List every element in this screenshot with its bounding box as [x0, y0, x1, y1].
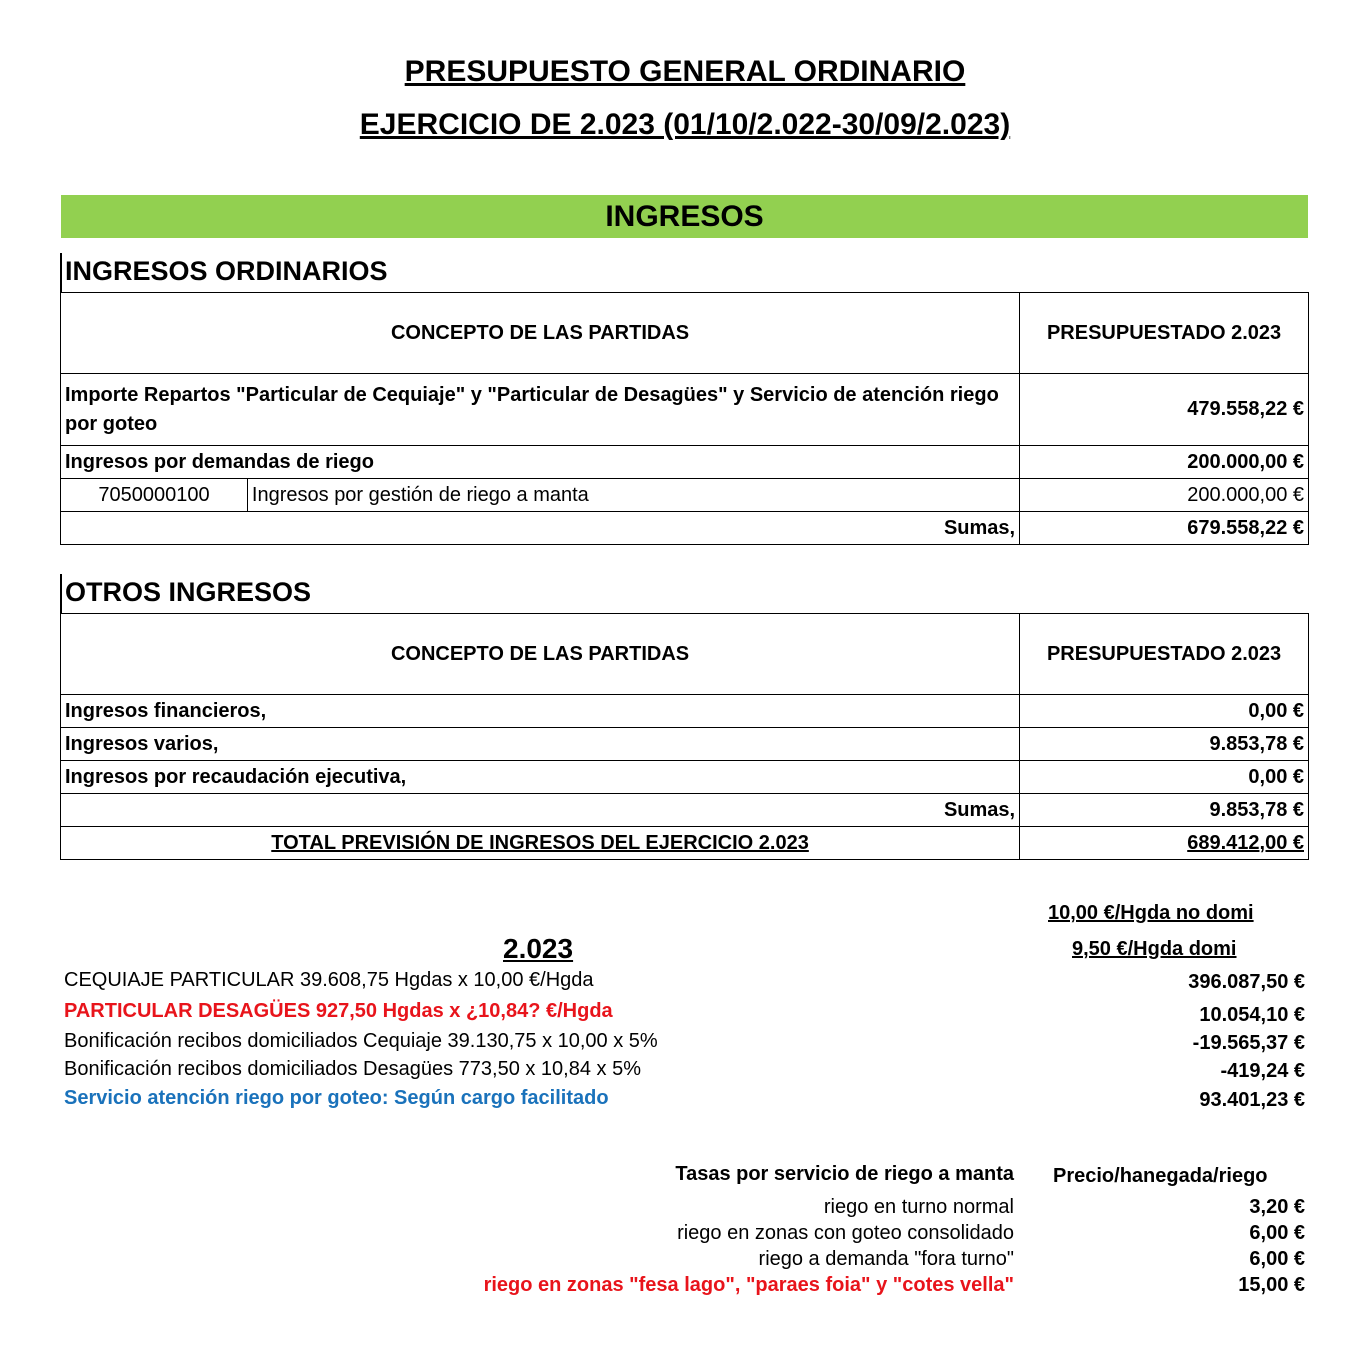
- col-budget-header: PRESUPUESTADO 2.023: [1020, 614, 1309, 695]
- tasa-label: riego a demanda "fora turno": [758, 1248, 1014, 1270]
- section-left-rule: [60, 253, 62, 292]
- sum-label: Sumas,: [61, 794, 1020, 827]
- row-manta-value: 200.000,00 €: [1020, 479, 1309, 512]
- otros-ingresos-heading: OTROS INGRESOS: [65, 577, 312, 607]
- row-repartos-label: Importe Repartos "Particular de Cequiaje" y "Particular de Desagües" y Servicio de atención riego por goteo: [61, 374, 1020, 446]
- row-value: 0,00 €: [1020, 761, 1309, 794]
- detail-line-value: 93.401,23 €: [1199, 1089, 1305, 1111]
- total-label: TOTAL PREVISIÓN DE INGRESOS DEL EJERCICIO 2.023: [61, 827, 1020, 860]
- table-header-row: [61, 293, 1309, 374]
- rate-no-domi: 10,00 €/Hgda no domi: [1048, 902, 1254, 924]
- row-label: Ingresos por recaudación ejecutiva,: [61, 761, 1020, 794]
- col-concept-header: CONCEPTO DE LAS PARTIDAS: [61, 293, 1020, 374]
- rate-domi: 9,50 €/Hgda domi: [1072, 938, 1237, 960]
- table-row: [61, 761, 1309, 794]
- tasas-heading: Tasas por servicio de riego a manta: [675, 1163, 1014, 1185]
- tasa-value: 3,20 €: [1249, 1196, 1305, 1218]
- price-heading: Precio/hanegada/riego: [1053, 1165, 1268, 1187]
- table-row: [61, 728, 1309, 761]
- year-heading: 2.023: [503, 933, 574, 964]
- tasa-value: 6,00 €: [1249, 1222, 1305, 1244]
- detail-line-label: Bonificación recibos domiciliados Cequiaje 39.130,75 x 10,00 x 5%: [64, 1030, 658, 1052]
- table-header-row: [61, 614, 1309, 695]
- otros-ingresos-table: [60, 613, 1309, 860]
- table-row: [61, 479, 1309, 512]
- row-demandas-value: 200.000,00 €: [1020, 446, 1309, 479]
- col-budget-header: PRESUPUESTADO 2.023: [1020, 293, 1309, 374]
- account-code: 7050000100: [61, 479, 248, 512]
- detail-line-value: -19.565,37 €: [1192, 1032, 1305, 1054]
- row-label: Ingresos financieros,: [61, 695, 1020, 728]
- row-demandas-label: Ingresos por demandas de riego: [61, 446, 1020, 479]
- detail-line-value: -419,24 €: [1220, 1060, 1305, 1082]
- sum-row: [61, 512, 1309, 545]
- row-label: Ingresos varios,: [61, 728, 1020, 761]
- ingresos-band: INGRESOS: [61, 195, 1308, 238]
- detail-line-label: CEQUIAJE PARTICULAR 39.608,75 Hgdas x 10,00 €/Hgda: [64, 969, 594, 991]
- detail-line-label: Servicio atención riego por goteo: Según cargo facilitado: [64, 1087, 609, 1109]
- row-repartos-value: 479.558,22 €: [1020, 374, 1309, 446]
- detail-line-value: 396.087,50 €: [1188, 971, 1305, 993]
- table-row: [61, 374, 1309, 446]
- total-value: 689.412,00 €: [1020, 827, 1309, 860]
- row-value: 9.853,78 €: [1020, 728, 1309, 761]
- sum-row: [61, 794, 1309, 827]
- total-row: [61, 827, 1309, 860]
- detail-line-label: PARTICULAR DESAGÜES 927,50 Hgdas x ¿10,84? €/Hgda: [64, 1000, 613, 1022]
- sum-value: 679.558,22 €: [1020, 512, 1309, 545]
- sum-value: 9.853,78 €: [1020, 794, 1309, 827]
- tasa-value: 15,00 €: [1238, 1274, 1305, 1296]
- table-row: [61, 695, 1309, 728]
- ingresos-ordinarios-table: [60, 292, 1309, 545]
- page-title: PRESUPUESTO GENERAL ORDINARIO: [404, 55, 966, 88]
- sum-label: Sumas,: [61, 512, 1020, 545]
- detail-line-label: Bonificación recibos domiciliados Desagües 773,50 x 10,84 x 5%: [64, 1058, 642, 1080]
- table-row: [61, 446, 1309, 479]
- page-subtitle: EJERCICIO DE 2.023 (01/10/2.022-30/09/2.023): [359, 108, 1011, 141]
- col-concept-header: CONCEPTO DE LAS PARTIDAS: [61, 614, 1020, 695]
- tasa-label: riego en zonas "fesa lago", "paraes foia" y "cotes vella": [483, 1274, 1014, 1296]
- ingresos-ordinarios-heading: INGRESOS ORDINARIOS: [65, 256, 388, 286]
- section-left-rule: [60, 574, 62, 613]
- detail-line-value: 10.054,10 €: [1199, 1004, 1305, 1026]
- row-value: 0,00 €: [1020, 695, 1309, 728]
- row-manta-label: Ingresos por gestión de riego a manta: [247, 479, 1019, 512]
- tasa-label: riego en zonas con goteo consolidado: [677, 1222, 1014, 1244]
- tasa-value: 6,00 €: [1249, 1248, 1305, 1270]
- tasa-label: riego en turno normal: [823, 1196, 1014, 1218]
